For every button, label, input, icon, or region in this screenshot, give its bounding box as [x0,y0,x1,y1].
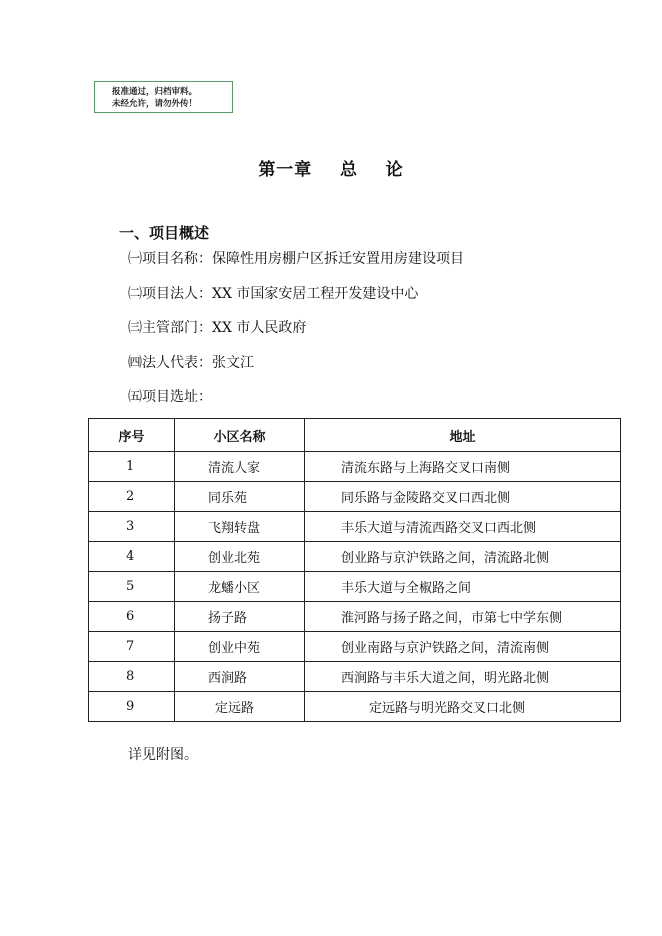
table-row [89,572,621,602]
table-row [89,602,621,632]
table-row [89,692,621,722]
legal-representative-value: 张文江 [212,355,254,371]
row-address: 创业路与京沪铁路之间，清流路北侧 [305,542,621,572]
row-address: 西涧路与丰乐大道之间，明光路北侧 [305,662,621,692]
project-legal-entity-line [128,283,418,303]
row-community-name: 创业中苑 [175,632,305,662]
row-index: 8 [89,662,175,692]
chapter-title: 第一章 总 论 [258,160,404,180]
row-community-name: 飞翔转盘 [175,512,305,542]
row-address: 同乐路与金陵路交叉口西北侧 [305,482,621,512]
project-name-value: 保障性用房棚户区拆迁安置用房建设项目 [212,251,464,267]
row-community-name: 西涧路 [175,662,305,692]
legal-representative-label: ㈣法人代表： [128,355,212,371]
row-address: 丰乐大道与全椒路之间 [305,572,621,602]
stamp-line-2: 未经允许，请勿外传！ [112,99,198,109]
see-attachment-note: 详见附图。 [128,747,198,763]
header-address: 地址 [305,419,621,452]
table-row [89,512,621,542]
legal-representative-line [128,352,254,372]
row-address: 创业南路与京沪铁路之间，清流南侧 [305,632,621,662]
table-row [89,482,621,512]
row-community-name: 同乐苑 [175,482,305,512]
authority-label: ㈢主管部门： [128,320,212,336]
row-index: 1 [89,452,175,482]
header-index: 序号 [89,419,175,452]
row-address: 定远路与明光路交叉口北侧 [305,692,621,722]
table-row [89,662,621,692]
row-index: 5 [89,572,175,602]
row-community-name: 清流人家 [175,452,305,482]
row-community-name: 定远路 [175,692,305,722]
table-row [89,632,621,662]
site-address-table [88,418,621,722]
table-row [89,452,621,482]
project-site-line [128,386,212,406]
table-header-row [89,419,621,452]
row-address: 清流东路与上海路交叉口南侧 [305,452,621,482]
row-address: 淮河路与扬子路之间，市第七中学东侧 [305,602,621,632]
row-community-name: 创业北苑 [175,542,305,572]
row-index: 9 [89,692,175,722]
row-index: 7 [89,632,175,662]
section-heading: 一、项目概述 [119,224,210,242]
authority-line [128,317,306,337]
header-community-name: 小区名称 [175,419,305,452]
approval-stamp [94,81,233,113]
row-index: 4 [89,542,175,572]
row-community-name: 龙蟠小区 [175,572,305,602]
project-site-label: ㈤项目选址： [128,389,212,405]
table-row [89,542,621,572]
project-name-line [128,248,464,268]
project-legal-entity-label: ㈡项目法人： [128,286,212,302]
row-address: 丰乐大道与清流西路交叉口西北侧 [305,512,621,542]
row-index: 2 [89,482,175,512]
stamp-line-1: 报准通过，归档审料。 [112,87,198,97]
row-community-name: 扬子路 [175,602,305,632]
authority-value: XX 市人民政府 [212,320,307,336]
project-legal-entity-value: XX 市国家安居工程开发建设中心 [212,286,419,302]
project-name-label: ㈠项目名称： [128,251,212,267]
row-index: 3 [89,512,175,542]
row-index: 6 [89,602,175,632]
